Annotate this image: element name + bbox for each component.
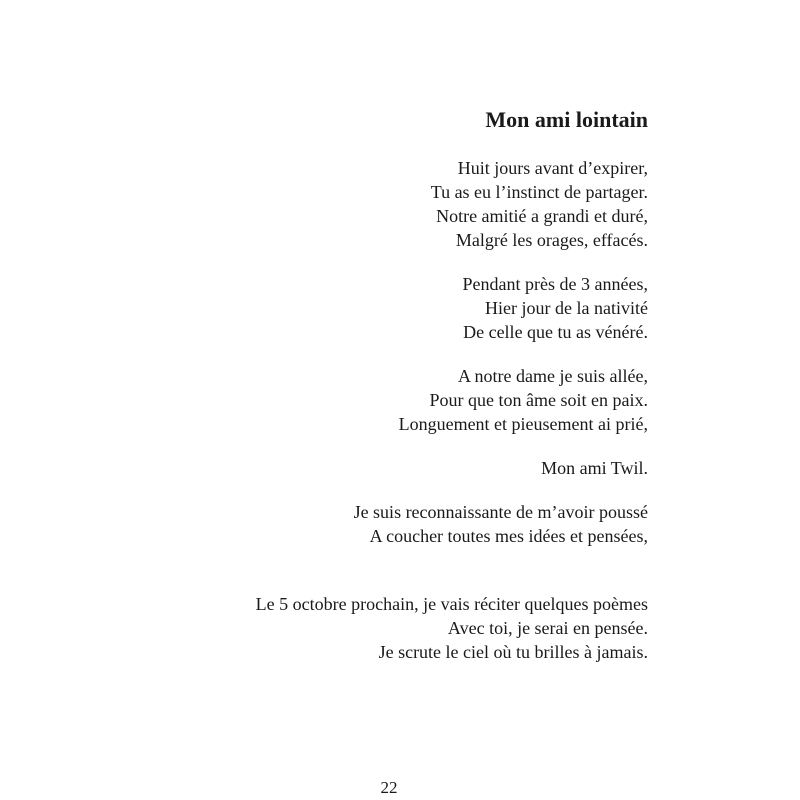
stanza-2 xyxy=(48,272,648,344)
poem-line: A notre dame je suis allée, xyxy=(458,366,648,386)
poem-line: Hier jour de la nativité xyxy=(485,298,648,318)
stanza-1 xyxy=(48,156,648,252)
poem-line: Malgré les orages, effacés. xyxy=(455,230,648,250)
poem-line: Huit jours avant d’expirer, xyxy=(457,158,648,178)
poem-body xyxy=(48,156,648,684)
poem-line: Notre amitié a grandi et duré, xyxy=(436,206,648,226)
poem-line: Je scrute le ciel où tu brilles à jamais. xyxy=(378,642,648,662)
poem-line: Je suis reconnaissante de m’avoir poussé xyxy=(353,502,648,522)
poem-line: De celle que tu as vénéré. xyxy=(463,322,648,342)
stanza-6 xyxy=(48,592,648,664)
poem-line: Avec toi, je serai en pensée. xyxy=(447,618,648,638)
stanza-3 xyxy=(48,364,648,436)
stanza-5 xyxy=(48,500,648,548)
poem-line: Pendant près de 3 années, xyxy=(462,274,648,294)
poem-title: Mon ami lointain xyxy=(485,107,648,132)
poem-line: Pour que ton âme soit en paix. xyxy=(429,390,648,410)
stanza-4 xyxy=(48,456,648,480)
poem-line: Longuement et pieusement ai prié, xyxy=(398,414,648,434)
poem-line: Le 5 octobre prochain, je vais réciter quelques poèmes xyxy=(255,594,648,614)
page-number: 22 xyxy=(380,778,398,797)
poem-line: A coucher toutes mes idées et pensées, xyxy=(369,526,648,546)
poem-line: Mon ami Twil. xyxy=(541,458,648,478)
poem-line: Tu as eu l’instinct de partager. xyxy=(430,182,648,202)
